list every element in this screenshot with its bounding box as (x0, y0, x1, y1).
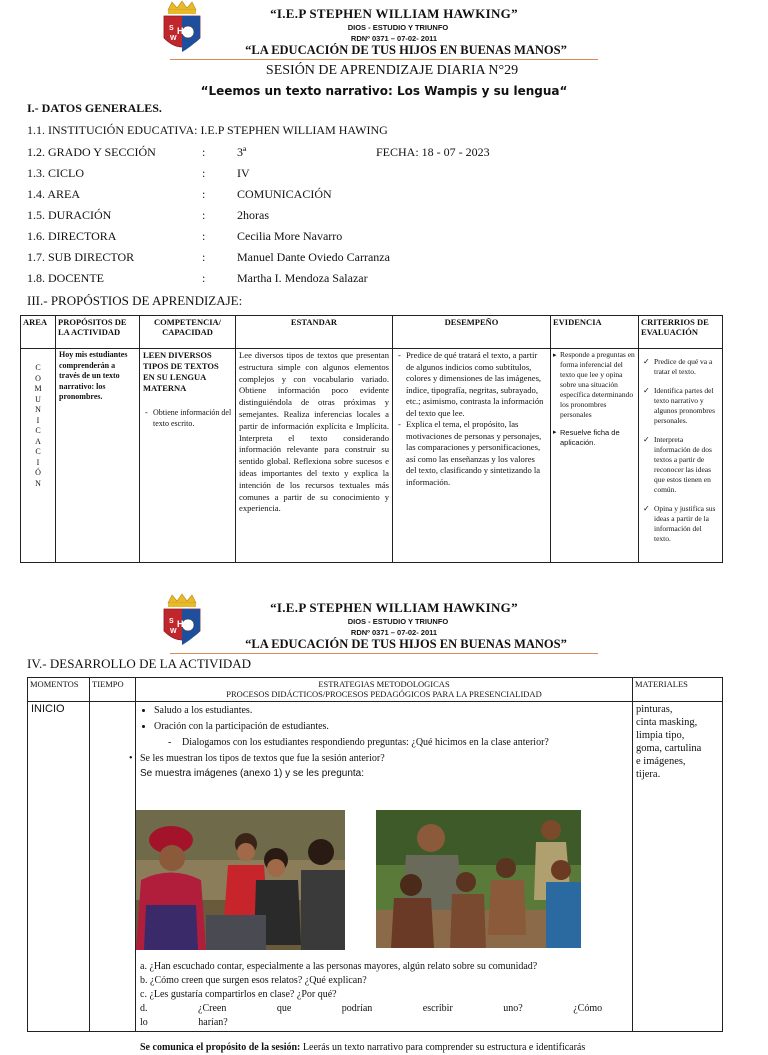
area-letter: Ó (35, 468, 41, 477)
column-header: MATERIALES (633, 678, 723, 702)
column-header: ESTANDAR (236, 316, 393, 349)
general-heading: I.- DATOS GENERALES. (27, 101, 162, 115)
area-letter: I (36, 457, 40, 467)
column-header-line: ESTRATEGIAS METODOLOGICAS (318, 679, 450, 689)
material-item: cinta masking, (636, 717, 698, 728)
svg-text:S: S (169, 618, 174, 625)
criterio-item: ✓ Identifica partes del texto narrativo y algunos pronombres personales. (654, 386, 719, 426)
criterios-cell (639, 349, 723, 563)
strategy-item: • Oración con la participación de estudiantes. (154, 720, 628, 733)
estandar-cell: Lee diversos tipos de textos que presentan estructura simple con algunos elementos complejos y con vocabulario variado. Obtiene información poco evidente distinguiéndola de otras próximas y semejantes. Realiza inferencias locales a partir de información explícita e Implícita. Interpreta el texto considerando información relevante para construir su sentido global. Reflexiona sobre sucesos e ideas importantes del texto y explica la intención de los recursos textuales más comunes a partir de su conocimiento y experiencia. (236, 349, 393, 563)
dash-mark: - (168, 737, 172, 748)
development-table (27, 677, 723, 1053)
strategy-dash-text: Dialogamos con los estudiantes respondiendo preguntas: ¿Qué hicimos en la clase anterior? (182, 737, 549, 748)
question-item: a. ¿Han escuchado contar, especialmente a las personas mayores, algún relato sobre su comunidad? (140, 961, 538, 972)
material-item: limpia tipo, (636, 730, 685, 741)
column-header: MOMENTOS (28, 678, 90, 702)
purposes-heading: III.- PROPÓSTIOS DE APRENDIZAJE: (27, 293, 243, 308)
general-row-label: 1.3. CICLO (27, 166, 84, 180)
column-header: PROPÓSITOS DE LA ACTIVIDAD (56, 316, 140, 349)
area-letter: U (35, 394, 41, 404)
general-row-sep: : (202, 145, 206, 159)
general-row-sep: : (202, 187, 206, 201)
desempeno-item: - Explica el tema, el propósito, las motivaciones de personas y personajes, las comparaciones y personificaciones, así como las enseñanzas y los valores del texto, clasificando y sintetizando la información. (406, 419, 547, 488)
general-row-value: Manuel Dante Oviedo Carranza (237, 250, 390, 264)
school-slogan: DIOS - ESTUDIO Y TRIUNFO (347, 617, 449, 626)
column-header: DESEMPEÑO (393, 316, 551, 349)
column-header-line: PROCESOS DIDÁCTICOS/PROCESOS PEDAGÓGICOS PARA LA PRESENCIALIDAD (226, 689, 542, 699)
header-divider (170, 653, 598, 654)
evidencia-item: ▸ Resuelve ficha de aplicación. (560, 428, 635, 448)
photo-children-elder (136, 810, 345, 950)
general-row-value: 3ª (237, 145, 247, 159)
question-item: d. ¿Creen que podrían escribir uno? ¿Cómo lo harían? (140, 1003, 603, 1028)
general-row-sep: : (202, 250, 206, 264)
school-slogan: DIOS - ESTUDIO Y TRIUNFO (347, 23, 449, 32)
desempeno-cell (393, 349, 551, 563)
area-letter: M (34, 384, 42, 393)
general-row-sep: : (202, 229, 206, 243)
general-row-value: 2horas (237, 208, 269, 222)
school-name: “I.E.P STEPHEN WILLIAM HAWKING” (270, 6, 518, 21)
session-purpose-text: Leerás un texto narrativo para comprender su estructura e identificarás (302, 1042, 586, 1053)
strategy-item-3 (129, 752, 628, 765)
purposes-table (20, 315, 723, 563)
evidencia-item: ▸ Responde a preguntas en forma inferencial del texto que lee y opina sobre una situación específica determinando los pronombres personales (560, 350, 635, 420)
school-motto: “LA EDUCACIÓN DE TUS HIJOS EN BUENAS MANOS” (245, 43, 567, 57)
general-row-label: 1.2. GRADO Y SECCIÓN (27, 145, 156, 159)
general-row-label: 1.4. AREA (27, 187, 81, 201)
svg-text:H: H (177, 619, 184, 629)
material-item: e imágenes, (636, 756, 686, 767)
area-letter: N (35, 405, 41, 414)
table-row (28, 702, 723, 1032)
svg-text:W: W (170, 35, 177, 42)
materials-cell (633, 702, 723, 1032)
general-row-value: Martha I. Mendoza Salazar (237, 271, 368, 285)
area-letter: C (35, 426, 41, 435)
general-row-label: 1.8. DOCENTE (27, 271, 104, 285)
svg-text:W: W (170, 628, 177, 635)
general-row-value: Cecilia More Navarro (237, 229, 343, 243)
capacidad-text: - Obtiene información del texto escrito. (153, 408, 232, 429)
school-motto: “LA EDUCACIÓN DE TUS HIJOS EN BUENAS MANOS” (245, 637, 567, 651)
session-subtitle: “Leemos un texto narrativo: Los Wampis y su lengua“ (200, 84, 568, 98)
evidencia-cell (551, 349, 639, 563)
area-vertical-label (21, 349, 56, 563)
session-purpose-label: Se comunica el propósito de la sesión: (140, 1042, 301, 1053)
column-header: EVIDENCIA (551, 316, 639, 349)
desempeno-item: - Predice de qué tratará el texto, a partir de algunos indicios como subtítulos, colores y dimensiones de las imágenes, índice, tipografía, negritas, subrayado, etc.; asimismo, contrasta la información del texto que lee. (406, 350, 547, 419)
material-item: tijera. (636, 769, 661, 780)
bullet-mark: • (129, 753, 133, 764)
general-row-sep: : (202, 271, 206, 285)
material-item: pinturas, (636, 704, 673, 715)
general-row-sep: : (202, 166, 206, 180)
area-letter: C (35, 447, 41, 456)
svg-text:S: S (169, 25, 174, 32)
strategies-cell (129, 702, 633, 1053)
time-cell (90, 702, 136, 1032)
area-letter: O (35, 373, 41, 383)
competencia-cell (140, 349, 236, 563)
general-row-date: FECHA: 18 - 07 - 2023 (376, 145, 490, 159)
column-header: CRITERRIOS DE EVALUACIÓN (639, 316, 723, 349)
general-row-label: 1.6. DIRECTORA (27, 229, 117, 243)
general-row-value: IV (237, 166, 250, 180)
area-letter: I (36, 415, 40, 425)
table-header-row (28, 678, 723, 702)
moment-cell: INICIO (28, 702, 90, 1032)
general-row-sep: : (202, 208, 206, 222)
criterio-item: ✓ Interpreta información de dos textos a partir de reconocer las ideas que estos tienen en común. (654, 435, 719, 495)
school-rdn: RDNº 0371 – 07-02- 2011 (350, 628, 438, 637)
school-rdn: RDNº 0371 – 07-02- 2011 (350, 34, 438, 43)
question-item: b. ¿Cómo creen que surgen esos relatos? ¿Qué explican? (140, 975, 367, 986)
header-divider (170, 59, 598, 60)
general-row-label: 1.1. INSTITUCIÓN EDUCATIVA: I.E.P STEPHEN WILLIAM HAWING (27, 123, 388, 137)
criterio-item: ✓ Predice de qué va a tratar el texto. (654, 357, 719, 377)
development-heading: IV.- DESARROLLO DE LA ACTIVIDAD (27, 656, 252, 671)
school-name: “I.E.P STEPHEN WILLIAM HAWKING” (270, 600, 518, 615)
session-purpose (140, 1041, 628, 1055)
criterio-item: ✓ Opina y justifica sus ideas a partir de la información del texto. (654, 504, 719, 544)
table-row (21, 349, 723, 563)
strategy-text: Se les muestran los tipos de textos que fue la sesión anterior? (140, 753, 385, 764)
column-header: TIEMPO (90, 678, 136, 702)
general-row-value: COMUNICACIÓN (237, 187, 332, 201)
proposito-cell: Hoy mis estudiantes comprenderán a través de un texto narrativo: los pronombres. (56, 349, 140, 563)
area-letter: A (35, 436, 41, 446)
general-row-label: 1.7. SUB DIRECTOR (27, 250, 135, 264)
material-item: goma, cartulina (636, 743, 702, 754)
column-header: AREA (21, 316, 56, 349)
strategy-item: • Saludo a los estudiantes. (154, 704, 628, 717)
photo-wampis-community (376, 810, 581, 948)
show-images-text: Se muestra imágenes (anexo 1) y se les pregunta: (140, 768, 365, 779)
question-item: c. ¿Les gustaría compartirlos en clase? ¿Por qué? (140, 989, 337, 1000)
svg-text:H: H (177, 26, 184, 36)
column-header: COMPETENCIA/ CAPACIDAD (140, 316, 236, 349)
table-header-row (21, 316, 723, 349)
session-title: SESIÓN DE APRENDIZAJE DIARIA N°29 (265, 63, 519, 78)
column-header (136, 678, 633, 702)
area-letter: C (35, 363, 41, 372)
general-row-label: 1.5. DURACIÓN (27, 208, 112, 222)
competencia-text: LEEN DIVERSOS TIPOS DE TEXTOS EN SU LENGUA MATERNA (143, 350, 219, 393)
questions-block (140, 960, 628, 1055)
area-letter: N (35, 478, 41, 488)
strategy-dash-item (140, 736, 628, 749)
